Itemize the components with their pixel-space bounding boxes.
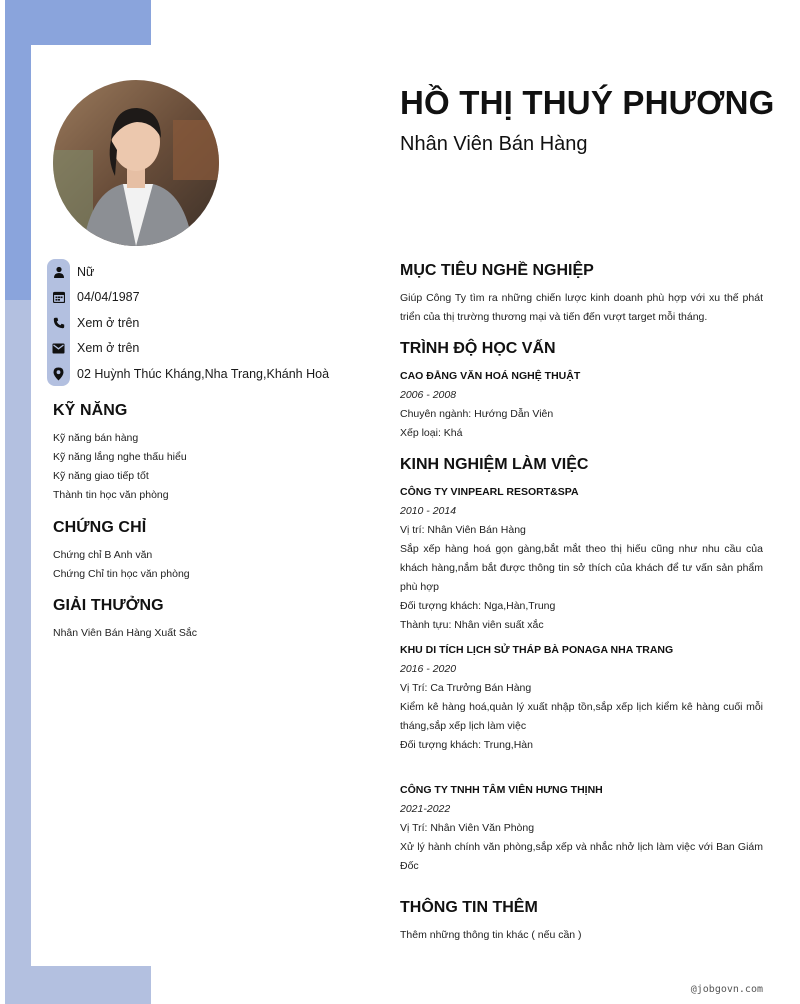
job-company: CÔNG TY TNHH TÂM VIÊN HƯNG THỊNH	[400, 784, 603, 796]
extra-text: Thêm những thông tin khác ( nếu cần )	[400, 929, 582, 941]
contact-gender-text: Nữ	[77, 264, 95, 279]
contact-list	[47, 259, 367, 387]
calendar-icon	[47, 291, 70, 303]
objective-title: MỤC TIÊU NGHỀ NGHIỆP	[400, 262, 594, 279]
education-grade: Xếp loại: Khá	[400, 427, 463, 439]
skills-title: KỸ NĂNG	[53, 402, 128, 419]
certificates-section	[53, 519, 353, 584]
contact-address-text: 02 Huỳnh Thúc Kháng,Nha Trang,Khánh Hoà	[77, 366, 330, 381]
skills-section	[53, 402, 353, 505]
job-line: Xử lý hành chính văn phòng,sắp xếp và nhắc nhở lịch làm việc với Ban Giám Đốc	[400, 841, 763, 872]
contact-email	[47, 336, 367, 362]
skill-item: Kỹ năng giao tiếp tốt	[53, 470, 149, 482]
contact-phone-text: Xem ở trên	[77, 315, 140, 330]
education-major: Chuyên ngành: Hướng Dẫn Viên	[400, 408, 554, 420]
job-line: Sắp xếp hàng hoá gọn gàng,bắt mắt theo thị hiếu cũng như nhu cầu của khách hàng,nắm bắt được thông tin sở thích của khách để tư vấn sản phẩm phù hợp	[400, 543, 763, 593]
avatar	[53, 80, 219, 246]
contact-gender	[47, 259, 367, 285]
certificate-item: Chứng chỉ B Anh văn	[53, 549, 153, 561]
experience-title: KINH NGHIỆM LÀM VIỆC	[400, 456, 589, 473]
award-item: Nhân Viên Bán Hàng Xuất Sắc	[53, 627, 197, 639]
candidate-role: Nhân Viên Bán Hàng	[400, 133, 588, 155]
contact-address	[47, 361, 367, 387]
education-section	[400, 340, 763, 443]
person-icon	[47, 266, 70, 278]
contact-email-text: Xem ở trên	[77, 341, 140, 356]
experience-job	[400, 483, 763, 635]
job-company: CÔNG TY VINPEARL RESORT&SPA	[400, 486, 579, 498]
phone-icon	[47, 317, 70, 329]
certificate-item: Chứng Chỉ tin học văn phòng	[53, 568, 190, 580]
mail-icon	[47, 343, 70, 354]
education-title: TRÌNH ĐỘ HỌC VẤN	[400, 340, 556, 357]
extra-section	[400, 899, 763, 945]
skill-item: Thành tin học văn phòng	[53, 489, 169, 501]
skill-item: Kỹ năng bán hàng	[53, 432, 139, 444]
awards-section	[53, 597, 353, 643]
experience-section	[400, 456, 763, 876]
contact-birthday-text: 04/04/1987	[77, 290, 140, 305]
awards-title: GIẢI THƯỞNG	[53, 597, 164, 614]
job-period: 2016 - 2020	[400, 663, 457, 675]
job-line: Vị trí: Nhân Viên Bán Hàng	[400, 524, 526, 536]
certificates-title: CHỨNG CHỈ	[53, 519, 147, 536]
job-line: Đối tượng khách: Trung,Hàn	[400, 739, 533, 751]
objective-section	[400, 262, 763, 327]
job-period: 2021-2022	[400, 803, 451, 815]
skill-item: Kỹ năng lắng nghe thấu hiểu	[53, 451, 187, 463]
job-line: Vị Trí: Nhân Viên Văn Phòng	[400, 822, 535, 834]
objective-text: Giúp Công Ty tìm ra những chiến lược kinh doanh phù hợp với xu thế phát triển của thị trường thương mại và tiến đến vượt target mỗi tháng.	[400, 292, 763, 323]
job-line: Kiểm kê hàng hoá,quản lý xuất nhập tồn,sắp xếp lịch kiểm kê hàng cuối mỗi tháng,sắp xếp lịch làm việc	[400, 701, 763, 732]
extra-title: THÔNG TIN THÊM	[400, 899, 538, 916]
experience-job	[400, 641, 763, 755]
experience-job	[400, 781, 763, 876]
footer-watermark: @jobgovn.com	[690, 984, 763, 995]
education-school: CAO ĐẲNG VĂN HOÁ NGHỆ THUẬT	[400, 370, 581, 382]
job-line: Thành tựu: Nhân viên suất xắc	[400, 619, 544, 631]
education-period: 2006 - 2008	[400, 389, 457, 401]
candidate-name: HỒ THỊ THUÝ PHƯƠNG	[400, 84, 775, 121]
contact-birthday	[47, 285, 367, 311]
job-line: Vị Trí: Ca Trưởng Bán Hàng	[400, 682, 532, 694]
location-icon	[47, 367, 70, 381]
job-company: KHU DI TÍCH LỊCH SỬ THÁP BÀ PONAGA NHA TRANG	[400, 644, 674, 656]
job-line: Đối tượng khách: Nga,Hàn,Trung	[400, 600, 556, 612]
job-period: 2010 - 2014	[400, 505, 457, 517]
contact-phone	[47, 310, 367, 336]
